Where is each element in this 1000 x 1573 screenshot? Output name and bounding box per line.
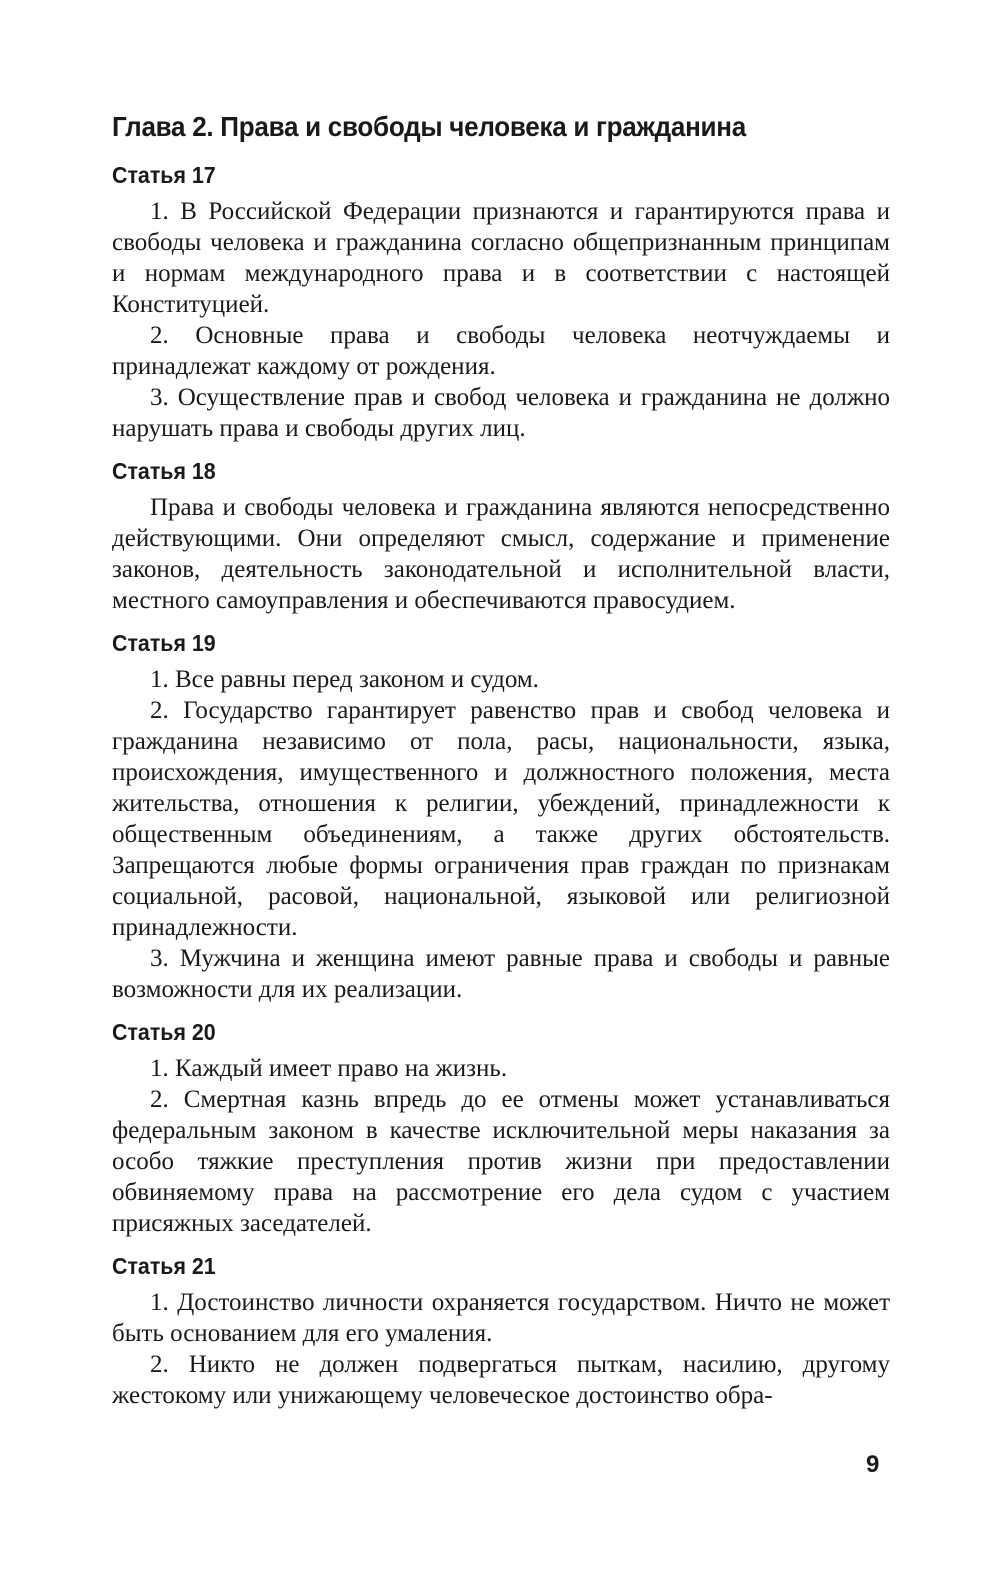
article-paragraph: 1. В Российской Федерации признаются и гарантируются права и свободы человека и гражданина согласно общепризнанным принципам и нормам международного права и в соответствии с настоящей Конституцией.	[112, 198, 890, 318]
article-17	[112, 160, 890, 444]
page-content	[112, 108, 890, 1411]
article-paragraph: 1. Каждый имеет право на жизнь.	[150, 1055, 508, 1082]
article-paragraph: 1. Все равны перед законом и судом.	[150, 666, 539, 693]
article-19	[112, 628, 890, 1005]
article-paragraph: 1. Достоинство личности охраняется государством. Ничто не может быть основанием для его умаления.	[112, 1289, 890, 1347]
article-21	[112, 1251, 890, 1411]
article-18	[112, 456, 890, 616]
article-paragraph: 2. Государство гарантирует равенство прав и свобод человека и гражданина независимо от пола, расы, национальности, языка, происхождения, имущественного и должностного положения, места жительства, отношения к религии, убеждений, принадлежности к общественным объединениям, а также других обстоятельств. Запрещаются любые формы ограничения прав граждан по признакам социальной, расовой, национальной, языковой или религиозной принадлежности.	[112, 697, 890, 941]
page-number: 9	[866, 1451, 880, 1478]
article-paragraph: 2. Смертная казнь впредь до ее отмены может устанавливаться федеральным законом в качестве исключительной меры наказания за особо тяжкие преступления против жизни при предоставлении обвиняемому права на рассмотрение его дела судом с участием присяжных заседателей.	[112, 1086, 890, 1237]
article-title: Статья 17	[112, 162, 216, 188]
article-20	[112, 1017, 890, 1239]
article-title: Статья 18	[112, 458, 216, 484]
article-paragraph: Права и свободы человека и гражданина являются непосредственно действующими. Они определяют смысл, содержание и применение законов, деятельность законодательной и исполнительной власти, местного самоуправления и обеспечиваются правосудием.	[112, 494, 890, 614]
article-title: Статья 21	[112, 1253, 216, 1279]
article-paragraph: 2. Никто не должен подвергаться пыткам, насилию, другому жестокому или унижающему человеческое достоинство обра-	[112, 1351, 890, 1409]
article-paragraph: 3. Мужчина и женщина имеют равные права и свободы и равные возможности для их реализации.	[112, 945, 890, 1003]
chapter-title: Глава 2. Права и свободы человека и гражданина	[112, 111, 746, 142]
article-paragraph: 2. Основные права и свободы человека неотчуждаемы и принадлежат каждому от рождения.	[112, 322, 890, 380]
article-title: Статья 20	[112, 1019, 216, 1045]
article-paragraph: 3. Осуществление прав и свобод человека и гражданина не должно нарушать права и свободы других лиц.	[112, 384, 890, 442]
article-title: Статья 19	[112, 630, 216, 656]
